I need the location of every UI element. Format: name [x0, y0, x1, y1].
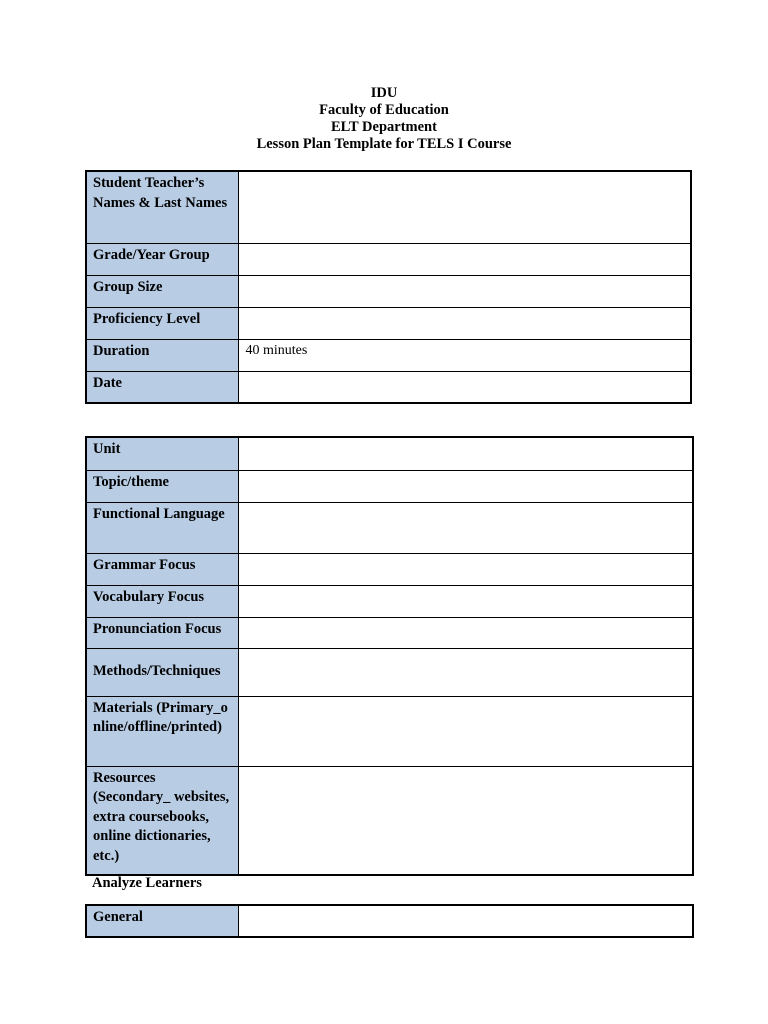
row-label-topic: Topic/theme — [86, 470, 238, 502]
group-size-field[interactable] — [238, 275, 691, 307]
learners-table — [85, 904, 694, 938]
resources-field[interactable] — [238, 766, 693, 875]
unit-field[interactable] — [238, 437, 693, 470]
document-header — [0, 85, 768, 153]
faculty-name: Faculty of Education — [319, 102, 449, 118]
table-row — [86, 371, 691, 403]
institution-name: IDU — [370, 85, 398, 101]
grammar-field[interactable] — [238, 553, 693, 585]
topic-field[interactable] — [238, 470, 693, 502]
duration-field[interactable]: 40 minutes — [238, 339, 691, 371]
student-names-field[interactable] — [238, 171, 691, 243]
table-row — [86, 553, 693, 585]
row-label-methods: Methods/Techniques — [86, 648, 238, 696]
general-field[interactable] — [238, 905, 693, 937]
row-label-grade: Grade/Year Group — [86, 243, 238, 275]
analyze-learners-heading: Analyze Learners — [92, 875, 202, 891]
methods-field[interactable] — [238, 648, 693, 696]
pronunciation-field[interactable] — [238, 617, 693, 648]
document-title: Lesson Plan Template for TELS I Course — [256, 136, 512, 152]
row-label-resources: Resources (Secondary_ websites, extra coursebooks, online dictionaries, etc.) — [86, 766, 238, 875]
functional-language-field[interactable] — [238, 502, 693, 553]
teacher-info-table — [85, 170, 692, 404]
grade-field[interactable] — [238, 243, 691, 275]
materials-field[interactable] — [238, 696, 693, 766]
table-row — [86, 339, 691, 371]
table-row — [86, 502, 693, 553]
row-label-functional-language: Functional Language — [86, 502, 238, 553]
table-row — [86, 905, 693, 937]
date-field[interactable] — [238, 371, 691, 403]
table-row — [86, 243, 691, 275]
proficiency-field[interactable] — [238, 307, 691, 339]
table-row — [86, 307, 691, 339]
row-label-materials: Materials (Primary_online/offline/printed) — [86, 696, 238, 766]
table-row — [86, 766, 693, 875]
table-row — [86, 275, 691, 307]
table-row — [86, 648, 693, 696]
table-row — [86, 171, 691, 243]
row-label-proficiency: Proficiency Level — [86, 307, 238, 339]
department-name: ELT Department — [331, 119, 437, 135]
table-row — [86, 617, 693, 648]
row-label-vocabulary: Vocabulary Focus — [86, 585, 238, 617]
table-row — [86, 470, 693, 502]
row-label-pronunciation: Pronunciation Focus — [86, 617, 238, 648]
row-label-general: General — [86, 905, 238, 937]
lesson-details-table — [85, 436, 694, 876]
table-row — [86, 585, 693, 617]
row-label-unit: Unit — [86, 437, 238, 470]
vocabulary-field[interactable] — [238, 585, 693, 617]
table-row — [86, 696, 693, 766]
row-label-duration: Duration — [86, 339, 238, 371]
row-label-grammar: Grammar Focus — [86, 553, 238, 585]
row-label-date: Date — [86, 371, 238, 403]
row-label-student-names: Student Teacher’s Names & Last Names — [86, 171, 238, 243]
table-row — [86, 437, 693, 470]
row-label-group-size: Group Size — [86, 275, 238, 307]
